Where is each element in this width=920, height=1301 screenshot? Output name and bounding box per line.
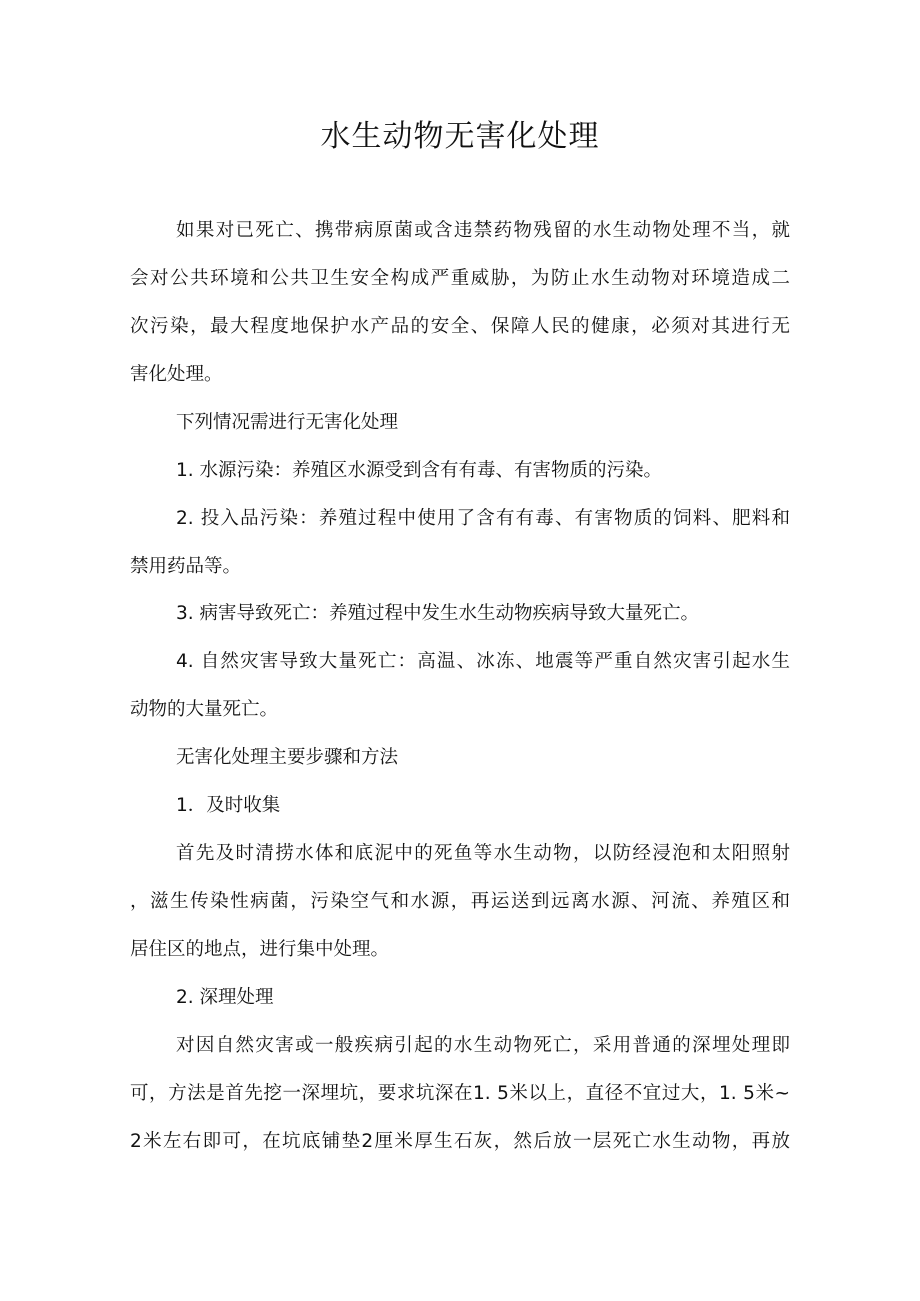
paragraph-line: 可，方法是首先挖一深埋坑，要求坑深在1. 5米以上，直径不宜过大，1. 5米~ <box>130 1083 790 1104</box>
document-title: 水生动物无害化处理 <box>320 119 600 154</box>
paragraph-line: 2米左右即可，在坑底铺垫2厘米厚生石灰，然后放一层死亡水生动物，再放 <box>130 1131 790 1152</box>
paragraph-line: 居住区的地点，进行集中处理。 <box>130 939 390 960</box>
list-item-continuation: 动物的大量死亡。 <box>130 699 279 720</box>
section-heading: 下列情况需进行无害化处理 <box>176 412 399 433</box>
list-item: 1. 水源污染：养殖区水源受到含有有毒、有害物质的污染。 <box>176 460 663 481</box>
list-item: 3. 病害导致死亡：养殖过程中发生水生动物疾病导致大量死亡。 <box>176 603 700 624</box>
paragraph-line: 如果对已死亡、携带病原菌或含违禁药物残留的水生动物处理不当，就 <box>176 220 790 241</box>
section-heading: 无害化处理主要步骤和方法 <box>176 747 399 768</box>
paragraph-line: 会对公共环境和公共卫生安全构成严重威胁，为防止水生动物对环境造成二 <box>130 268 790 289</box>
paragraph-line: 首先及时清捞水体和底泥中的死鱼等水生动物，以防经浸泡和太阳照射 <box>176 843 790 864</box>
paragraph-line: ，滋生传染性病菌，污染空气和水源，再运送到远离水源、河流、养殖区和 <box>130 891 790 912</box>
subsection-heading: 2. 深理处理 <box>176 987 274 1008</box>
list-item: 2. 投入品污染：养殖过程中使用了含有有毒、有害物质的饲料、肥料和 <box>176 508 790 529</box>
paragraph-line: 次污染，最大程度地保护水产品的安全、保障人民的健康，必须对其进行无 <box>130 316 790 337</box>
subsection-heading: 1．及时收集 <box>176 795 281 816</box>
list-item-continuation: 禁用药品等。 <box>130 556 242 577</box>
list-item: 4. 自然灾害导致大量死亡：高温、冰冻、地震等严重自然灾害引起水生 <box>176 651 790 672</box>
paragraph-line: 害化处理。 <box>130 364 223 385</box>
paragraph-line: 对因自然灾害或一般疾病引起的水生动物死亡，采用普通的深埋处理即 <box>176 1035 790 1056</box>
